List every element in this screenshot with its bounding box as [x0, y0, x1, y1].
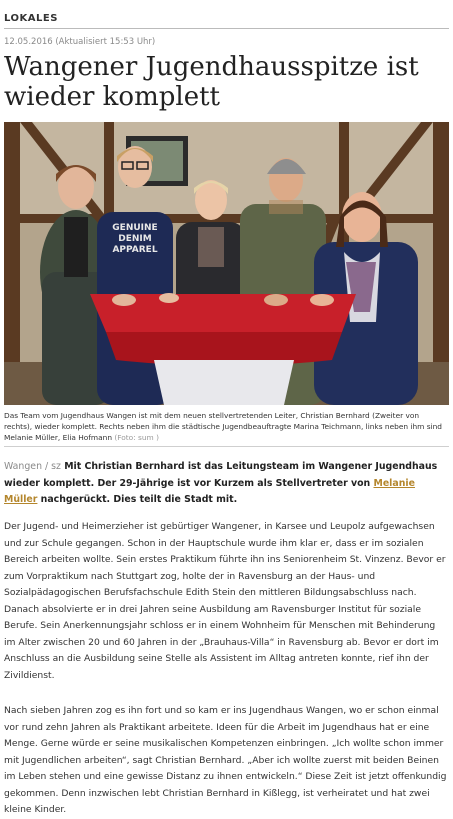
photo-credit: (Foto: sum ) [114, 433, 159, 442]
lead-text-part2: nachgerückt. Dies teilt die Stadt mit. [37, 494, 238, 505]
lead-text-part1: Mit Christian Bernhard ist das Leitungsteam im Wangener Jugendhaus wieder komplett. Der 29-Jährige ist vor Kurzem als Stellvertreter von [4, 461, 438, 489]
caption-divider [4, 446, 449, 447]
body-paragraph-2: Nach sieben Jahren zog es ihn fort und so kam er ins Jugendhaus Wangen, wo er schon einmal vor rund zehn Jahren als Praktikant arbeitete. Ideen für die Arbeit im Jugendhaus hat er eine Menge. Gerne würde er seine musikalischen Kompetenzen einbringen. „Ich wollte schon immer mit Jugendlichen arbeiten“, sagt Christian Bernhard. „Aber ich wollte zuerst mit beiden Beinen im Leben stehen und eine gewisse Distanz zu ihnen entwickeln.“ Diese Zeit ist jetzt offenkundig gekommen. Denn inzwischen lebt Christian Bernhard in Kißlegg, ist verheiratet und hat zwei kleine Kinder. [4, 705, 447, 815]
shirt-text-line2: DENIM [118, 234, 152, 244]
photo-caption [4, 410, 449, 443]
shirt-text-line1: GENUINE [112, 223, 158, 233]
group-photo-illustration [4, 122, 449, 405]
section-header [4, 6, 449, 29]
caption-text: Das Team vom Jugendhaus Wangen ist mit dem neuen stellvertretenden Leiter, Christian Bernhard (Zweiter von rechts), wieder komplett. Rechts neben ihm die städtische Jugendbeauftragte Marina Teichmann, links neben ihm sind Melanie Müller, Elia Hofmann [4, 411, 442, 442]
section-label[interactable]: LOKALES [4, 13, 58, 24]
dateline: Wangen / sz [4, 461, 61, 472]
article-photo[interactable] [4, 122, 449, 405]
article-date: 12.05.2016 (Aktualisiert 15:53 Uhr) [4, 37, 156, 47]
melanie-mueller-link[interactable]: Melanie Müller [4, 477, 415, 505]
shirt-text-line3: APPAREL [112, 245, 158, 255]
article-headline: Wangener Jugendhausspitze ist wieder komplett [4, 52, 419, 112]
article-lead [4, 459, 449, 509]
body-paragraph-1: Der Jugend- und Heimerzieher ist gebürtiger Wangener, in Karsee und Leupolz aufgewachsen und zur Schule gegangen. Schon in der Hauptschule wurde ihm klar er, dass er im sozialen Bereich arbeiten wollte. Sein erstes Praktikum führte ihn ins Seniorenheim St. Vinzenz. Bevor er zum Vorpraktikum nach Stuttgart zog, holte der in Ravensburg an der Haus- und Sozialpädagogischen Berufsfachschule Edith Stein den mittleren Bildungsabschluss nach. Danach absolvierte er in drei Jahren seine Ausbildung am Ravensburger Institut für soziale Berufe. Sein Anerkennungsjahr schloss er in einem Wohnheim für Menschen mit Behinderung im Alter zwischen 20 und 60 Jahren in der „Brauhaus-Villa“ in Ravensburg ab. Bevor er dort im Anschluss an die Ausbildung seine Stelle als Assistent im Alltag antreten konnte, rief ihn der Zivildienst. [4, 521, 446, 681]
